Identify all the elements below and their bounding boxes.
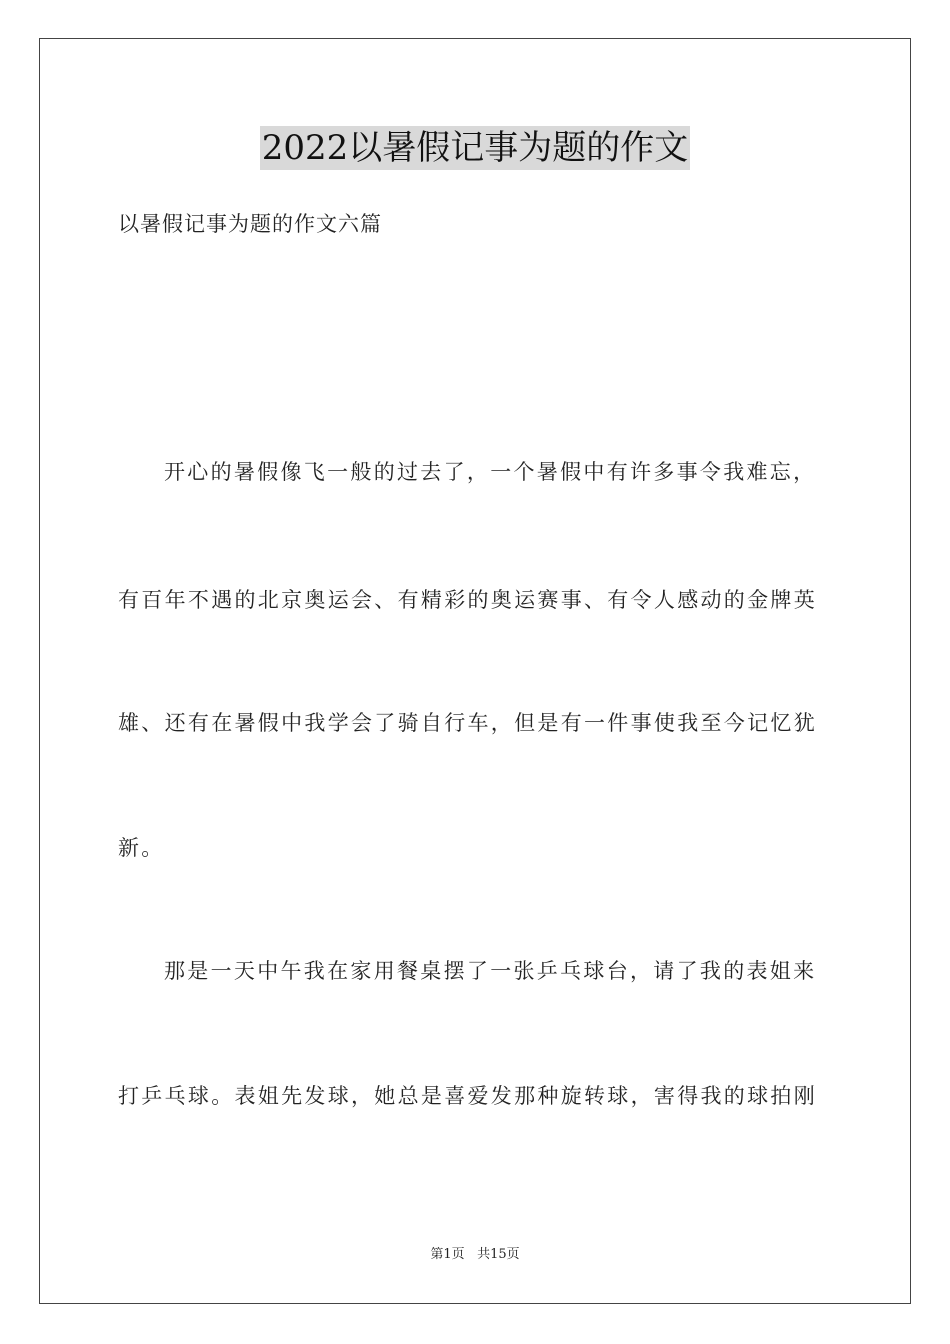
- page-total: 共15页: [477, 1247, 520, 1262]
- page-footer: [0, 1245, 950, 1265]
- paragraph-line-4: 新。: [118, 836, 165, 860]
- paragraph-line-6: 打乒乓球。表姐先发球，她总是喜爱发那种旋转球，害得我的球拍刚: [118, 1084, 817, 1108]
- paragraph-line-1: 开心的暑假像飞一般的过去了，一个暑假中有许多事令我难忘，: [164, 460, 817, 484]
- document-subtitle: 以暑假记事为题的作文六篇: [118, 212, 382, 236]
- paragraph-line-3: 雄、还有在暑假中我学会了骑自行车，但是有一件事使我至今记忆犹: [118, 711, 817, 735]
- title-container: [0, 126, 950, 170]
- document-title: 2022以暑假记事为题的作文: [261, 128, 689, 168]
- paragraph-line-5: 那是一天中午我在家用餐桌摆了一张乒乓球台，请了我的表姐来: [164, 959, 817, 983]
- paragraph-line-2: 有百年不遇的北京奥运会、有精彩的奥运赛事、有令人感动的金牌英: [118, 588, 817, 612]
- page-number: 第1页: [430, 1247, 465, 1262]
